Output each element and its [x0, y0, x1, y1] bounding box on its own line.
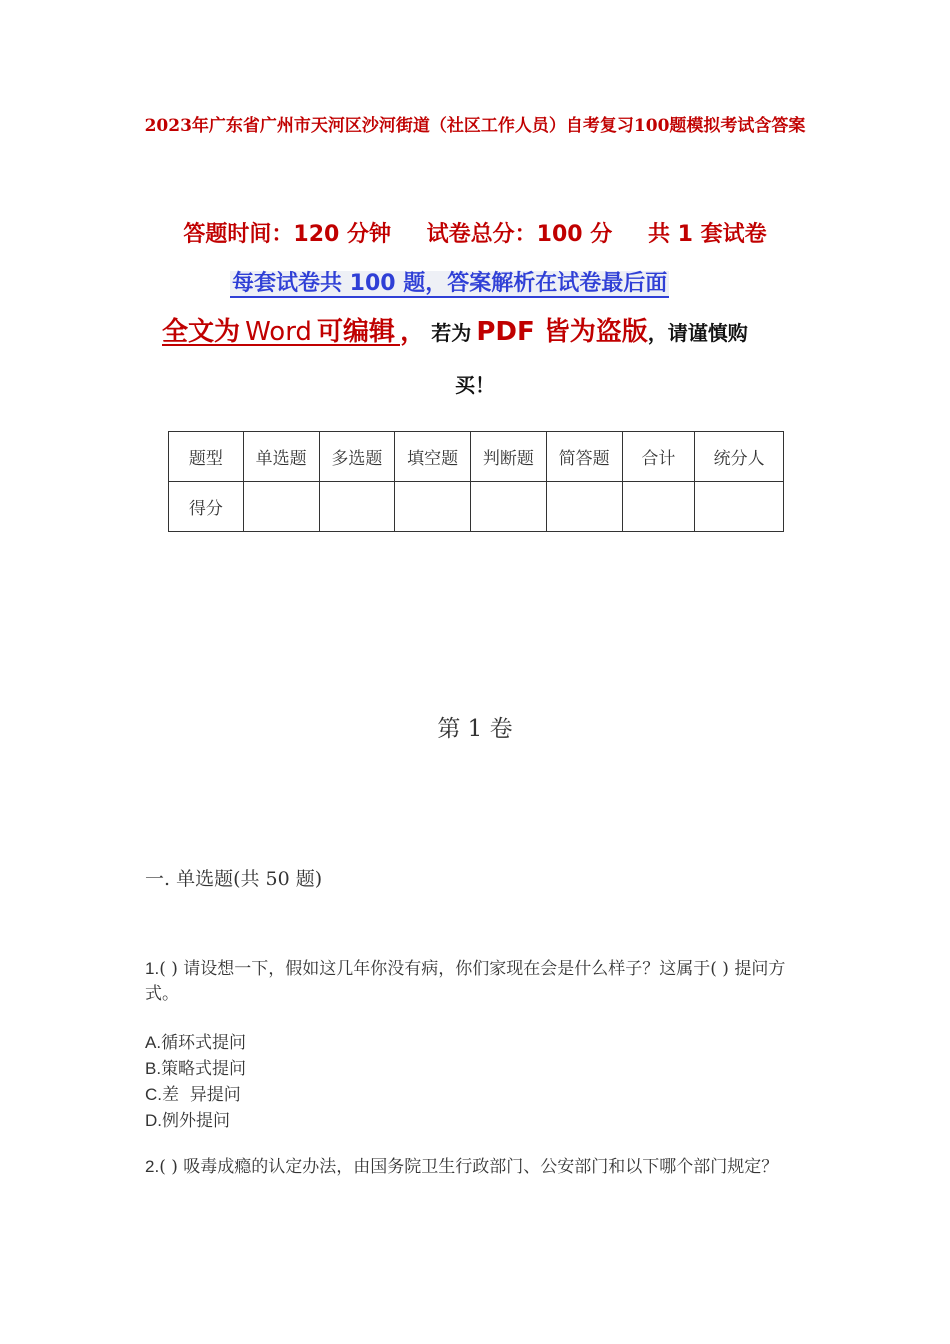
- question-text: ( ) 请设想一下，假如这几年你没有病，你们家现在会是什么样子？这属于( ) 提问方式。: [145, 959, 786, 1004]
- score-cell: [546, 482, 622, 532]
- question-1: [145, 956, 815, 1007]
- exam-total-score: 试卷总分：100 分: [426, 222, 613, 247]
- exam-sets: 共 1 套试卷: [647, 222, 767, 247]
- score-cell: [622, 482, 695, 532]
- header-cell: 合计: [622, 432, 695, 482]
- warning-comma1: ，: [400, 317, 427, 347]
- volume-title: 第 1 卷: [437, 716, 513, 742]
- warning-line2: 买！: [455, 373, 495, 397]
- header-cell: 填空题: [395, 432, 471, 482]
- header-cell: 多选题: [319, 432, 395, 482]
- score-cell: [695, 482, 784, 532]
- score-cell: [319, 482, 395, 532]
- document-title: 2023年广东省广州市天河区沙河街道（社区工作人员）自考复习100题模拟考试含答案: [144, 116, 806, 136]
- row-label-cell: 得分: [169, 482, 244, 532]
- score-cell: [243, 482, 319, 532]
- answer-note: [230, 268, 669, 300]
- score-table-score-row: [169, 482, 784, 532]
- score-table: [168, 431, 784, 532]
- header-cell: 单选题: [243, 432, 319, 482]
- question-1-options: [145, 1030, 246, 1134]
- question-number: 1.: [145, 959, 160, 978]
- option-c: C.差 异提问: [145, 1085, 241, 1105]
- piracy-warning: [162, 310, 802, 357]
- warning-part5: 请谨慎购: [667, 321, 748, 345]
- header-cell: 统分人: [695, 432, 784, 482]
- section-title: 一. 单选题(共 50 题): [145, 868, 323, 890]
- warning-comma2: ，: [647, 321, 668, 345]
- header-cell: 题型: [169, 432, 244, 482]
- score-cell: [395, 482, 471, 532]
- warning-part4: PDF 皆为盗版: [476, 317, 648, 347]
- exam-time: 答题时间：120 分钟: [183, 222, 391, 247]
- warning-part1: 全文为: [162, 317, 241, 347]
- header-cell: 判断题: [471, 432, 547, 482]
- question-2: [145, 1154, 815, 1180]
- question-number: 2.: [145, 1157, 160, 1176]
- warning-part3: 若为: [431, 321, 472, 345]
- answer-note-text: 每套试卷共 100 题，答案解析在试卷最后面: [232, 271, 668, 296]
- warning-word: Word: [245, 317, 312, 347]
- option-a: A.循环式提问: [145, 1033, 247, 1053]
- exam-info: [0, 219, 950, 251]
- option-b: B.策略式提问: [145, 1059, 247, 1079]
- score-table-header-row: [169, 432, 784, 482]
- question-text: ( ) 吸毒成瘾的认定办法，由国务院卫生行政部门、公安部门和以下哪个部门规定？: [159, 1157, 779, 1177]
- header-cell: 简答题: [546, 432, 622, 482]
- warning-part2: 可编辑: [317, 317, 396, 347]
- score-cell: [471, 482, 547, 532]
- option-d: D.例外提问: [145, 1111, 230, 1131]
